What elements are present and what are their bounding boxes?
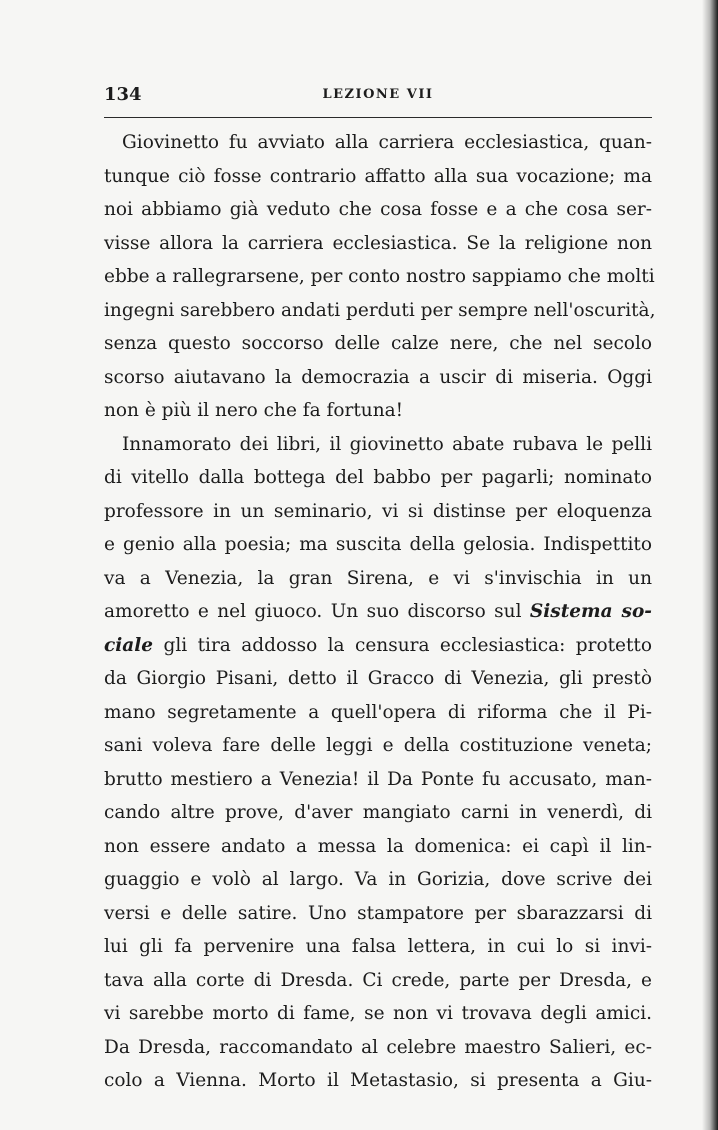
- line-text: colo a Vienna. Morto il Metastasio, si presenta a Giu-: [104, 1070, 652, 1091]
- page-number: 134: [104, 84, 142, 105]
- line-text: e genio alla poesia; ma suscita della gelosia. Indispettito: [104, 534, 652, 555]
- text-line: [104, 361, 652, 395]
- text-line: [104, 595, 652, 629]
- line-text: tunque ciò fosse contrario affatto alla sua vocazione; ma: [104, 165, 652, 187]
- line-text: lui gli fa pervenire una falsa lettera, in cui lo si invi-: [104, 936, 652, 957]
- line-text: di vitello dalla bottega del babbo per pagarli; nominato: [104, 467, 652, 488]
- text-line: [104, 830, 652, 864]
- line-text: tava alla corte di Dresda. Ci crede, parte per Dresda, e: [104, 969, 652, 991]
- line-text: gli tira addosso la censura ecclesiastica: protetto: [153, 634, 652, 656]
- line-text: ingegni sarebbero andati perduti per sempre nell'oscurità,: [104, 299, 656, 321]
- text-line: [104, 394, 652, 428]
- text-line: [104, 662, 652, 696]
- text-line: [104, 428, 652, 462]
- text-line: [104, 897, 652, 931]
- text-line: [104, 696, 652, 730]
- text-line: [104, 796, 652, 830]
- text-line: [104, 964, 652, 998]
- line-text: va a Venezia, la gran Sirena, e vi s'invischia in un: [104, 567, 652, 589]
- italic-title: ciale: [104, 634, 154, 656]
- page-edge-shadow: [702, 0, 718, 1130]
- text-line: [104, 997, 652, 1031]
- text-line: [104, 629, 652, 663]
- line-text: non essere andato a messa la domenica: ei capì il lin-: [104, 835, 652, 857]
- text-line: [104, 1064, 652, 1098]
- line-text: versi e delle satire. Uno stampatore per sbarazzarsi di: [104, 902, 652, 924]
- line-text: senza questo soccorso delle calze nere, che nel secolo: [104, 333, 652, 354]
- text-line: [104, 126, 652, 160]
- line-text: da Giorgio Pisani, detto il Gracco di Venezia, gli prestò: [104, 668, 652, 689]
- text-line: [104, 763, 652, 797]
- line-text: Da Dresda, raccomandato al celebre maestro Salieri, ec-: [104, 1036, 652, 1058]
- text-line: [104, 863, 652, 897]
- line-text: sani voleva fare delle leggi e della costituzione veneta;: [104, 735, 652, 756]
- line-text: brutto mestiero a Venezia! il Da Ponte fu accusato, man-: [104, 768, 652, 790]
- line-text: Innamorato dei libri, il giovinetto abate rubava le pelli: [122, 433, 652, 455]
- text-line: [104, 729, 652, 763]
- line-text: mano segretamente a quell'opera di riforma che il Pi-: [104, 701, 652, 723]
- line-text: visse allora la carriera ecclesiastica. Se la religione non: [104, 232, 652, 254]
- line-text: Giovinetto fu avviato alla carriera ecclesiastica, quan-: [122, 132, 652, 153]
- text-line: [104, 495, 652, 529]
- running-title: LEZIONE VII: [322, 87, 434, 102]
- line-text: non è più il nero che fa fortuna!: [104, 400, 404, 421]
- text-line: [104, 160, 652, 194]
- body-text: [104, 126, 656, 1098]
- line-text: vi sarebbe morto di fame, se non vi trovava degli amici.: [104, 1003, 652, 1024]
- line-text: scorso aiutavano la democrazia a uscir di miseria. Oggi: [104, 366, 652, 388]
- text-line: [104, 562, 652, 596]
- text-line: [104, 1031, 652, 1065]
- text-line: [104, 327, 652, 361]
- line-text: amoretto e nel giuoco. Un suo discorso sul: [104, 601, 530, 622]
- italic-title: Sistema so-: [529, 601, 652, 622]
- text-line: [104, 930, 652, 964]
- text-line: [104, 260, 655, 294]
- text-line: [104, 294, 656, 328]
- text-line: [104, 461, 652, 495]
- line-text: professore in un seminario, vi si distinse per eloquenza: [104, 500, 652, 522]
- header-rule: [104, 117, 652, 118]
- text-line: [104, 227, 652, 261]
- line-text: noi abbiamo già veduto che cosa fosse e a che cosa ser-: [104, 199, 652, 220]
- line-text: cando altre prove, d'aver mangiato carni in venerdì, di: [104, 802, 652, 823]
- line-text: ebbe a rallegrarsene, per conto nostro sappiamo che molti: [104, 266, 655, 287]
- page-header: [104, 84, 652, 108]
- text-line: [104, 528, 652, 562]
- line-text: guaggio e volò al largo. Va in Gorizia, dove scrive dei: [104, 869, 652, 890]
- text-line: [104, 193, 652, 227]
